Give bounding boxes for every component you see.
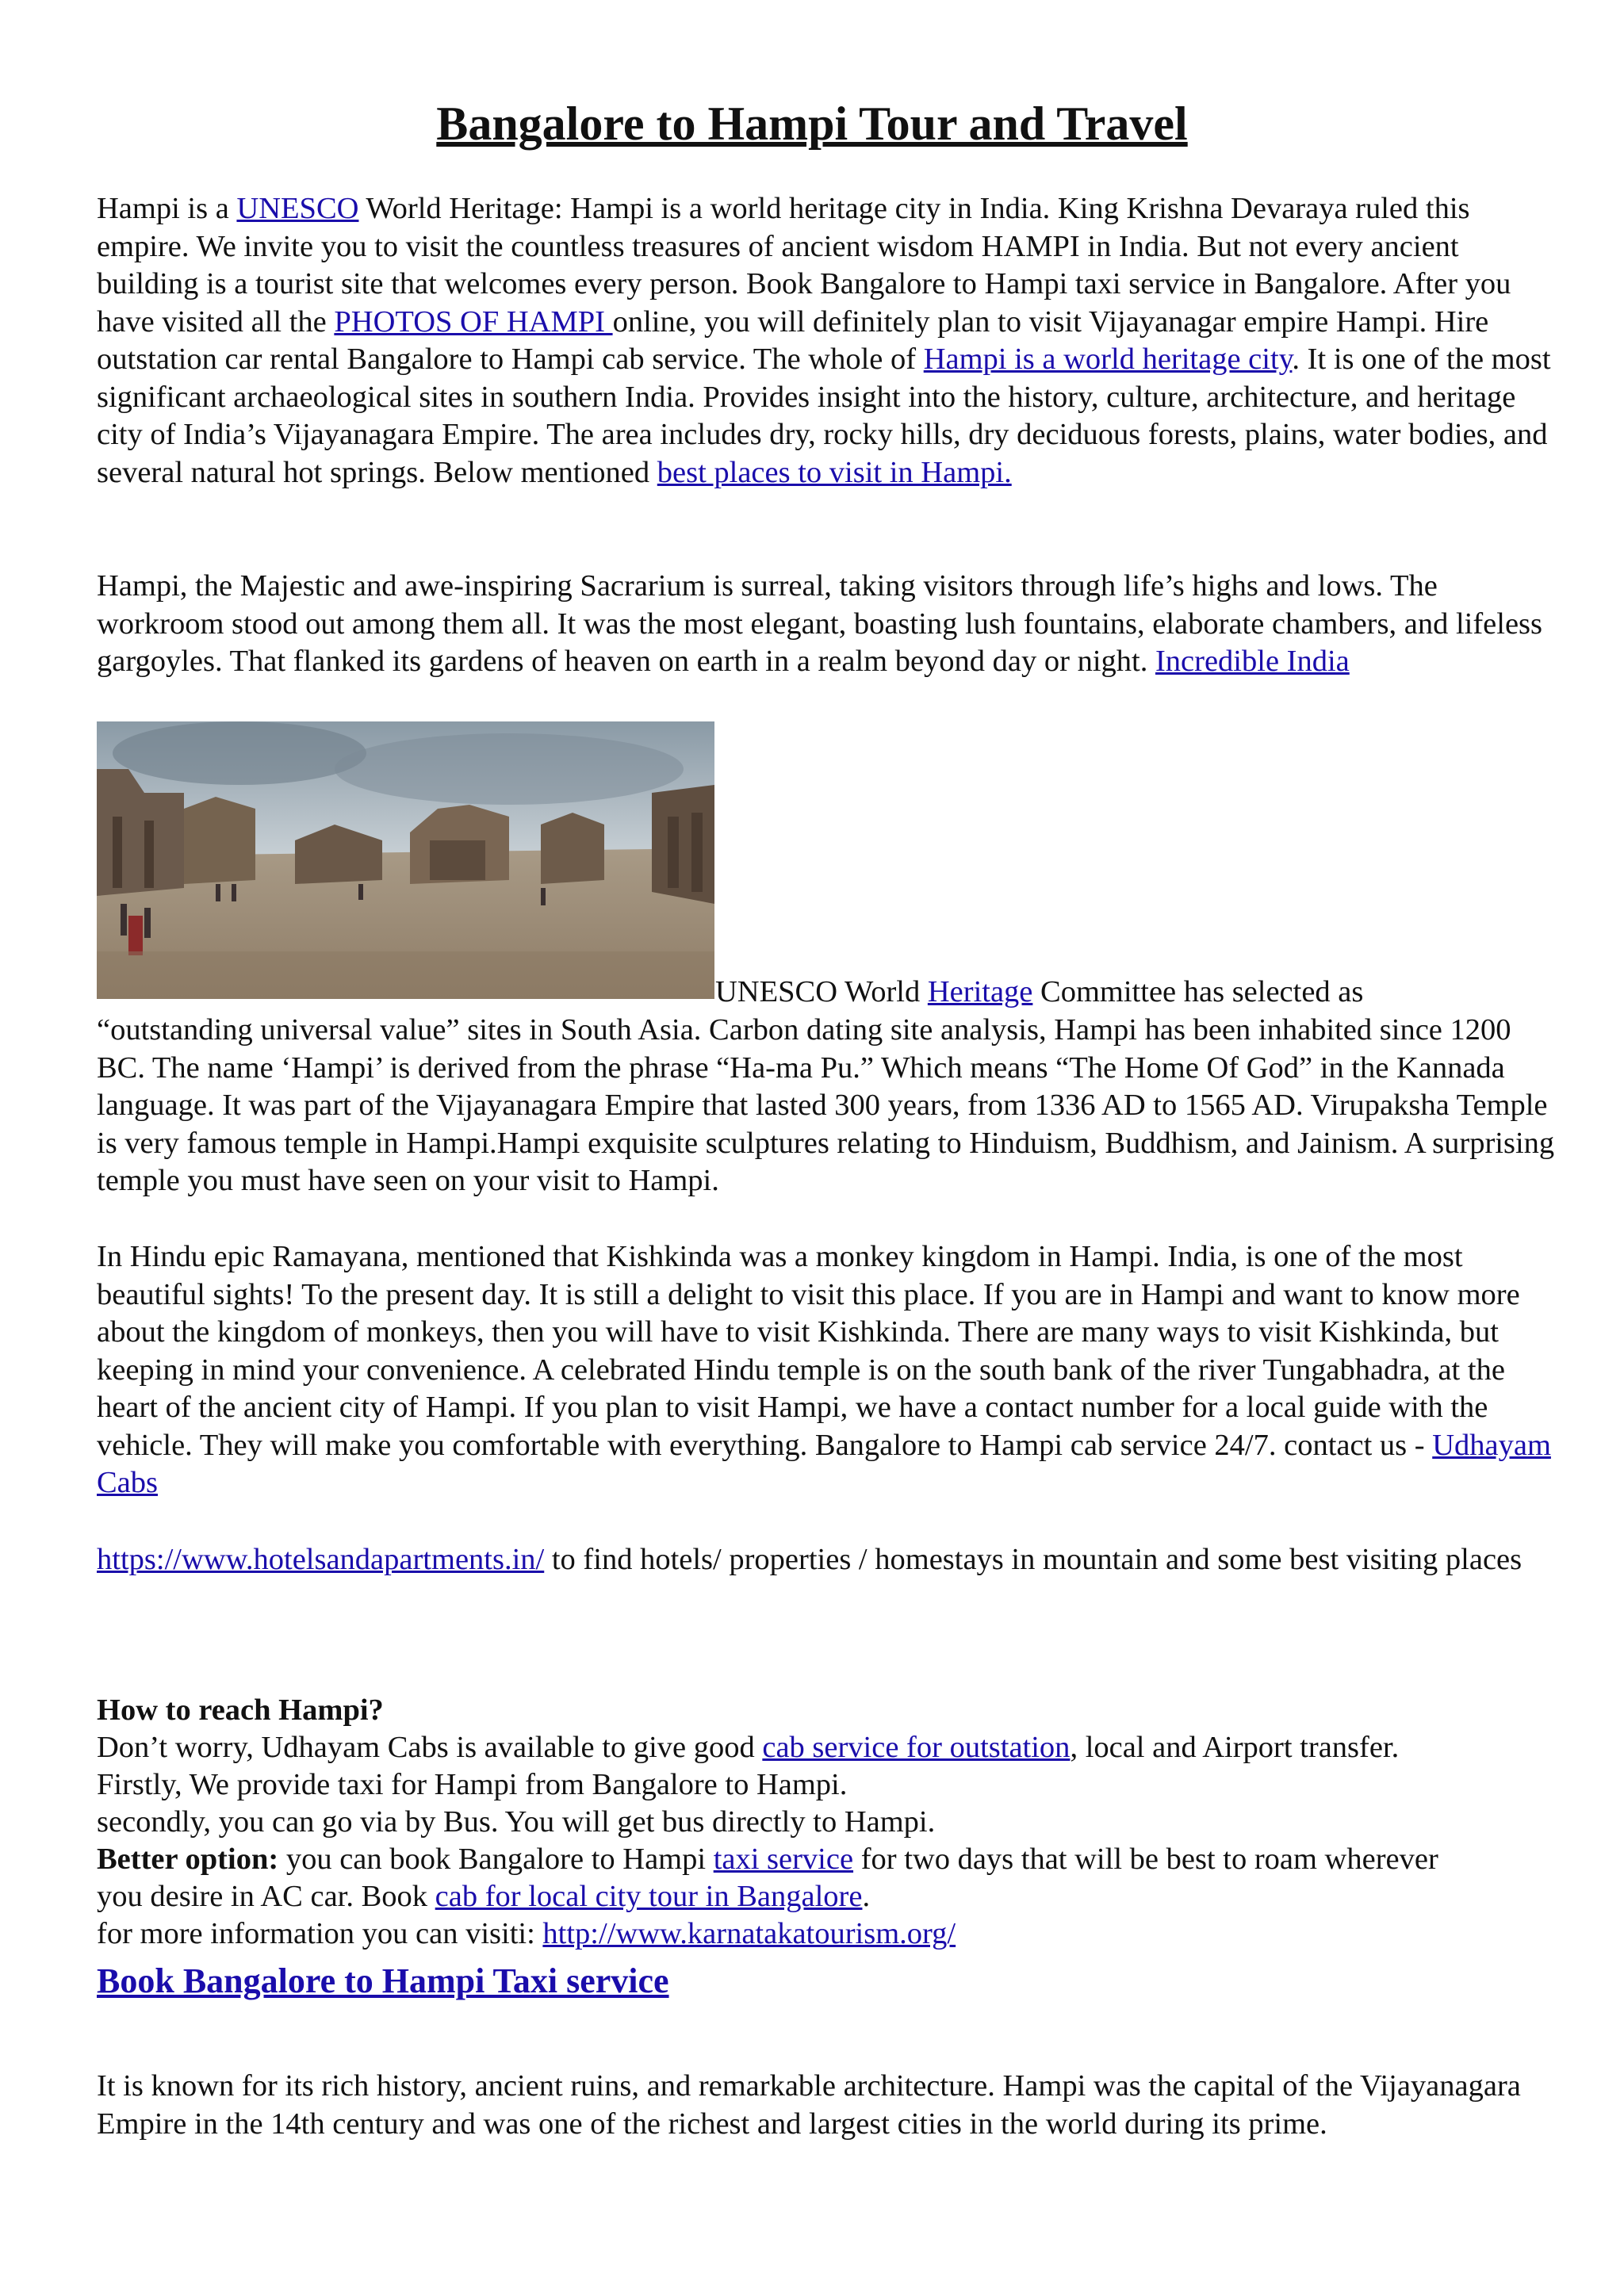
reach-line-5 (97, 1878, 870, 1916)
text: online, you will definitely plan to visit Vijayanagar empire Hampi. Hire outstation car rental Bangalore to Hampi cab service. The whole of (97, 304, 1489, 376)
text: World Heritage: Hampi is a world heritage city in India. King Krishna Devaraya ruled this empire. We invite you to visit the countless treasures of ancient wisdom HAMPI in India. But not every ancient building is a tourist site that welcomes every person. Book Bangalore to Hampi taxi service in Bangalore. After you have visited all the (97, 192, 1511, 339)
how-to-reach-heading: How to reach Hampi? (97, 1693, 384, 1727)
text: . (862, 1880, 871, 1913)
text: to find hotels/ properties / homestays in mountain and some best visiting places (544, 1543, 1522, 1576)
hotels-apartments-link[interactable]: https://www.hotelsandapartments.in/ (97, 1543, 545, 1576)
intro-paragraph (97, 190, 1556, 492)
reach-line-2: Firstly, We provide taxi for Hampi from Bangalore to Hampi. (97, 1768, 848, 1801)
photos-of-hampi-link[interactable]: PHOTOS OF HAMPI (334, 304, 613, 339)
text: Committee has selected as (1032, 975, 1364, 1008)
hotels-paragraph (97, 1541, 1556, 1579)
text: for two days that will be best to roam wherever (853, 1843, 1438, 1876)
incredible-india-link[interactable]: Incredible India (1155, 645, 1350, 678)
unesco-link[interactable]: UNESCO (236, 192, 359, 225)
hampi-temple-photo (97, 721, 714, 999)
sacrarium-paragraph (97, 568, 1556, 681)
karnataka-tourism-link[interactable]: http://www.karnatakatourism.org/ (542, 1917, 956, 1950)
text: “outstanding universal value” sites in South Asia. Carbon dating site analysis, Hampi has been inhabited since 1200 BC. The name ‘Hampi’ is derived from the phrase “Ha-ma Pu.” Which means “The Home Of God” in the Kannada language. It was part of the Vijayanagara Empire that lasted 300 years, from 1336 AD to 1565 AD. Virupaksha Temple is very famous temple in Hampi.Hampi exquisite sculptures relating to Hinduism, Buddhism, and Jainism. A surprising temple you must have seen on your visit to Hampi. (97, 1013, 1555, 1197)
text: , local and Airport transfer. (1070, 1731, 1400, 1764)
cab-service-outstation-link[interactable]: cab service for outstation (762, 1731, 1071, 1764)
udhayam-cabs-link[interactable]: Udhayam Cabs (97, 1428, 1551, 1499)
reach-line-3: secondly, you can go via by Bus. You will get bus directly to Hampi. (97, 1805, 936, 1839)
text: for more information you can visiti: (97, 1917, 543, 1950)
best-places-link[interactable]: best places to visit in Hampi. (657, 455, 1012, 489)
reach-line-1 (97, 1729, 1399, 1767)
closing-paragraph: It is known for its rich history, ancient ruins, and remarkable architecture. Hampi was the capital of the Vijayanagara Empire in the 14th century and was one of the richest and largest cities in the world during its prime. (97, 2069, 1521, 2141)
text: In Hindu epic Ramayana, mentioned that Kishkinda was a monkey kingdom in Hampi. India, is one of the most beautiful sights! To the present day. It is still a delight to visit this place. If you are in Hampi and want to know more about the kingdom of monkeys, then you will have to visit Kishkinda. There are many ways to visit Kishkinda, but keeping in mind your convenience. A celebrated Hindu temple is on the south bank of the river Tungabhadra, at the heart of the ancient city of Hampi. If you plan to visit Hampi, we have a contact number for a local guide with the vehicle. They will make you comfortable with everything. Bangalore to Hampi cab service 24/7. contact us - (97, 1240, 1520, 1462)
page-title: Bangalore to Hampi Tour and Travel (436, 98, 1188, 150)
text: . It is one of the most significant archaeological sites in southern India. Provides insight into the history, culture, architecture, and heritage city of India’s Vijayanagara Empire. The area includes dry, rocky hills, dry deciduous forests, plains, water bodies, and several natural hot springs. Below mentioned (97, 342, 1551, 489)
unesco-paragraph (97, 1012, 1556, 1200)
text: Don’t worry, Udhayam Cabs is available to give good (97, 1731, 763, 1764)
taxi-service-link[interactable]: taxi service (713, 1843, 854, 1876)
better-option-label: Better option: (97, 1843, 279, 1876)
unesco-committee-line (715, 974, 1363, 1012)
book-taxi-link[interactable]: Book Bangalore to Hampi Taxi service (97, 1961, 669, 2000)
text: Hampi, the Majestic and awe-inspiring Sacrarium is surreal, taking visitors through life’s highs and lows. The workroom stood out among them all. It was the most elegant, boasting lush fountains, elaborate chambers, and lifeless gargoyles. That flanked its gardens of heaven on earth in a realm beyond day or night. (97, 569, 1542, 678)
world-heritage-city-link[interactable]: Hampi is a world heritage city (923, 342, 1293, 376)
local-city-tour-link[interactable]: cab for local city tour in Bangalore (435, 1880, 863, 1913)
text: UNESCO World (715, 975, 928, 1008)
better-option-line (97, 1841, 1438, 1879)
ramayana-paragraph (97, 1238, 1556, 1502)
text: you desire in AC car. Book (97, 1880, 435, 1913)
heritage-link[interactable]: Heritage (927, 975, 1033, 1008)
text: you can book Bangalore to Hampi (278, 1843, 714, 1876)
text: Hampi is a (97, 192, 237, 225)
reach-line-6 (97, 1915, 956, 1954)
